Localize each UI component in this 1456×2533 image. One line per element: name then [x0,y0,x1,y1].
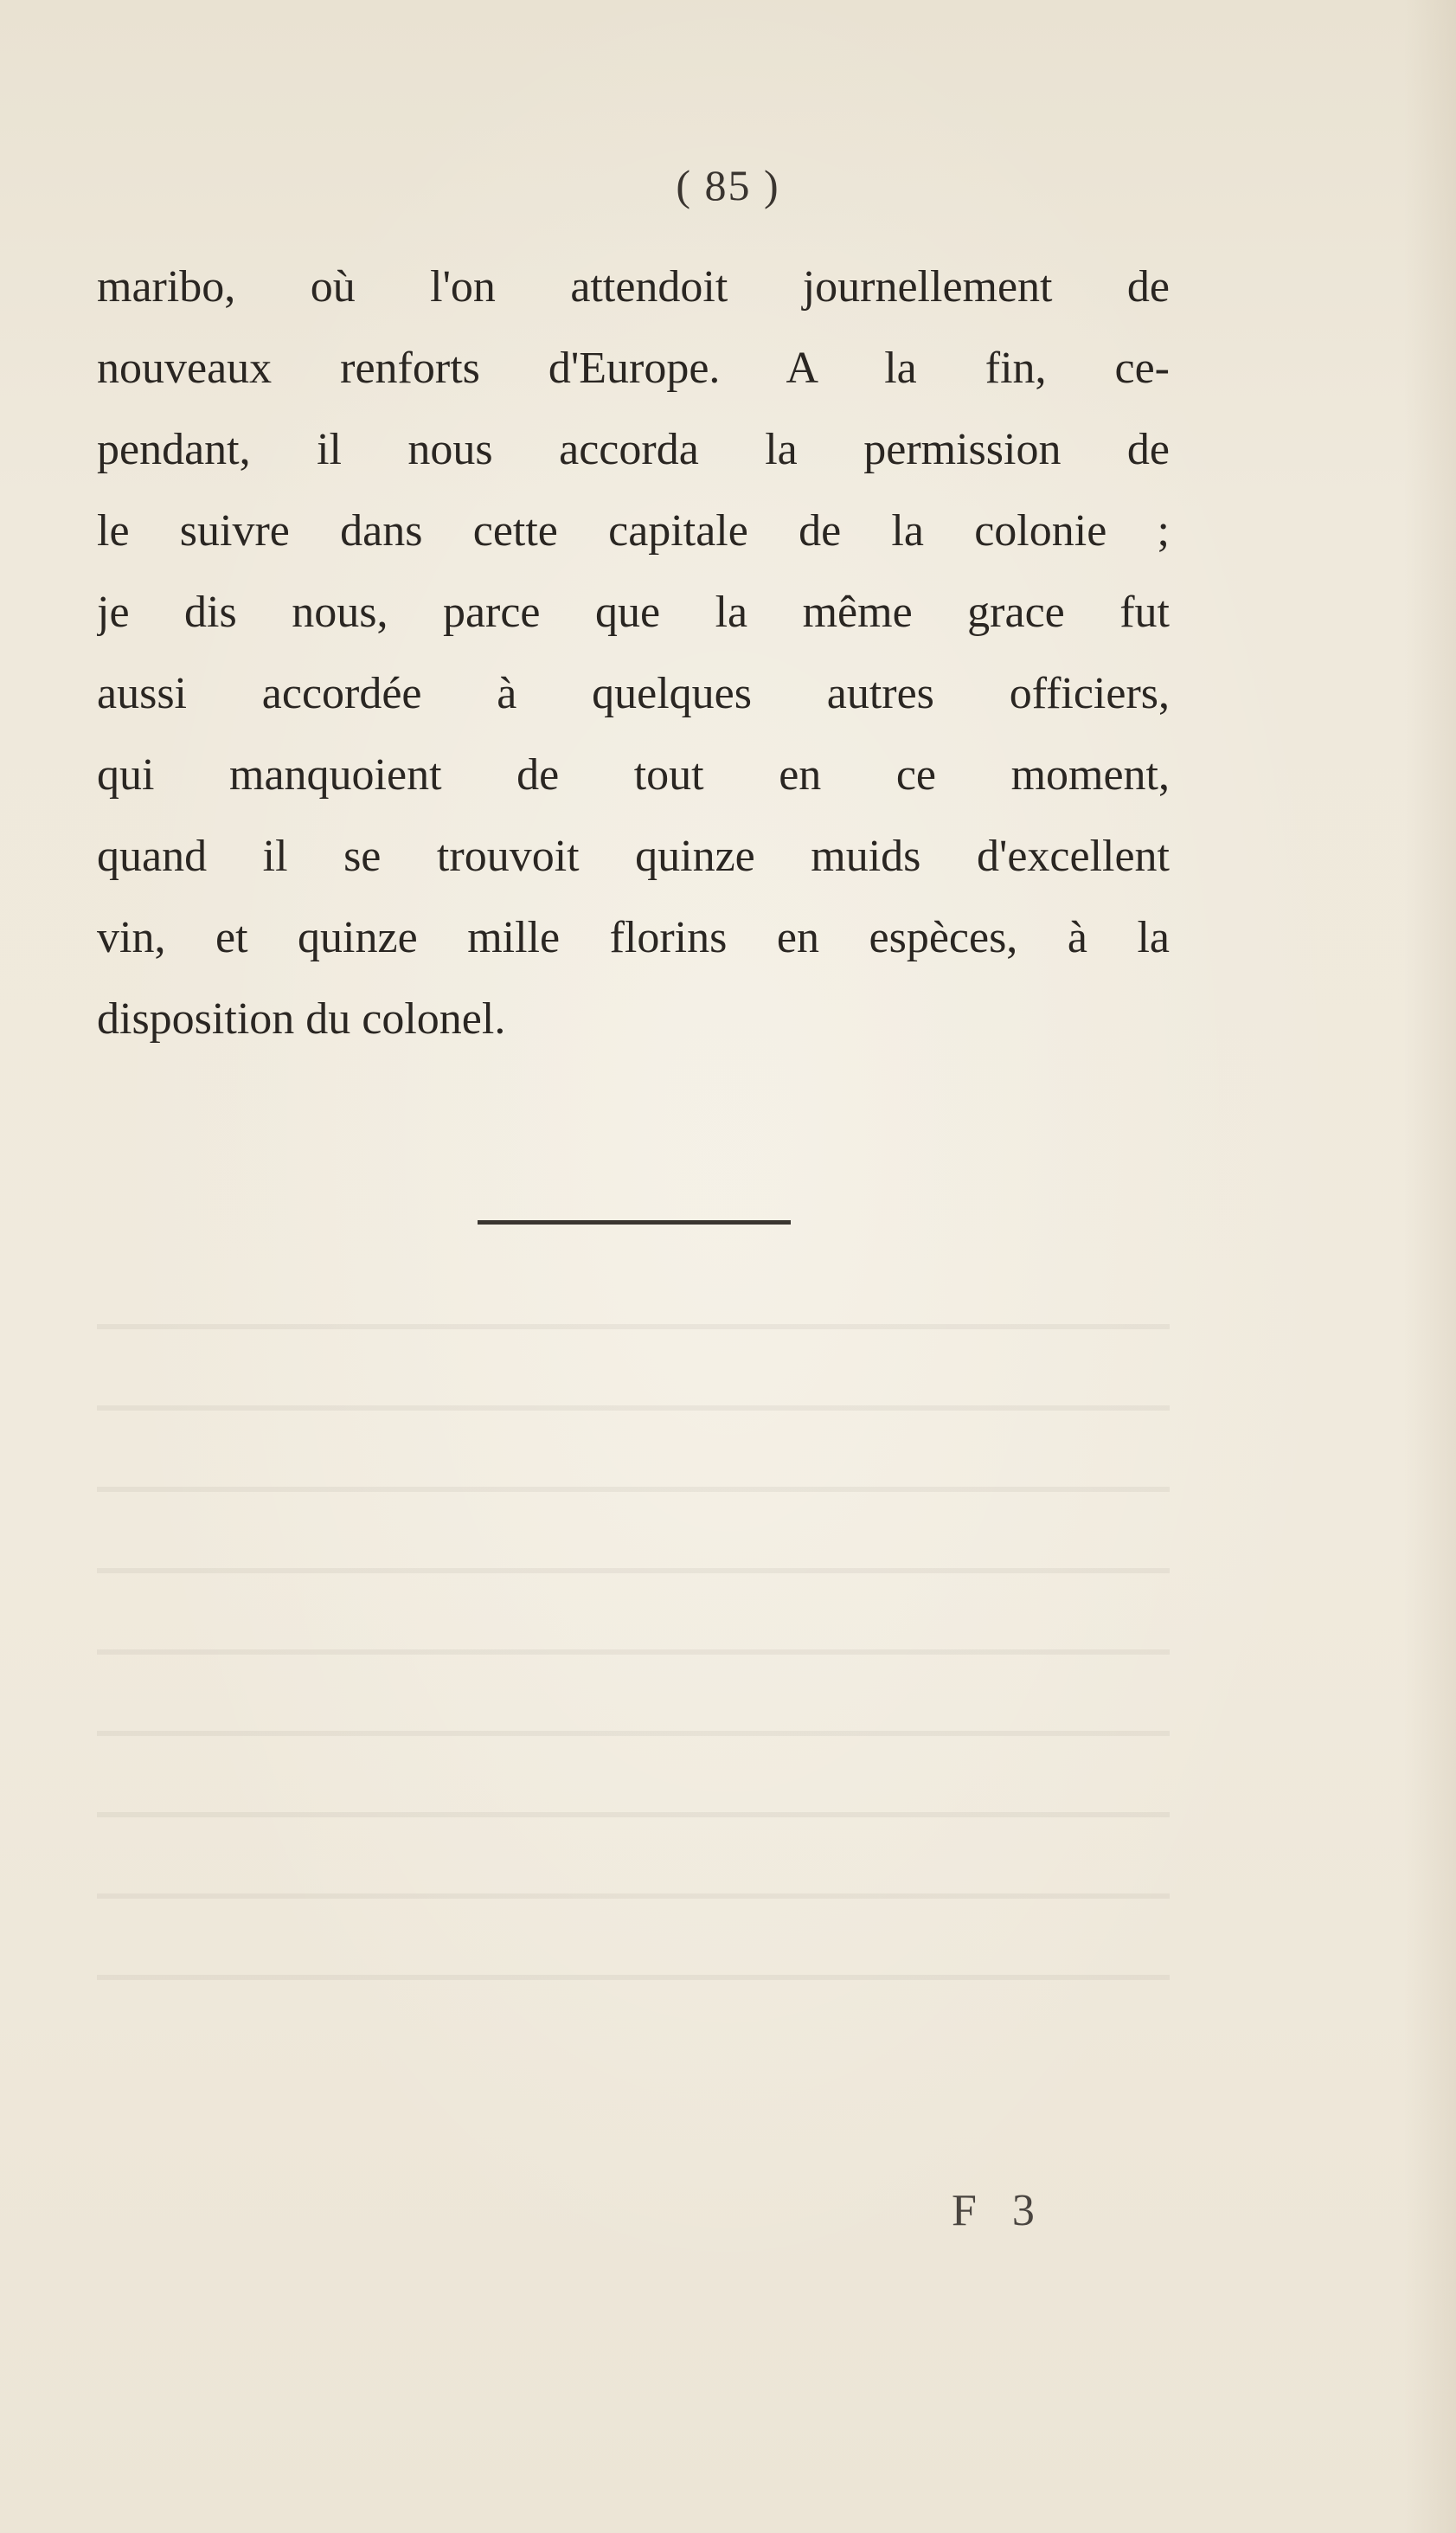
text-line: nouveaux renforts d'Europe. A la fin, ce- [97,344,1170,393]
text-line: je dis nous, parce que la même grace fut [97,588,1170,637]
page-edge-shadow [1404,0,1456,2533]
text-line: pendant, il nous accorda la permission de [97,425,1170,474]
page-number: ( 85 ) [676,161,780,209]
text-line: maribo, où l'on attendoit journellement de [97,262,1170,312]
body-text [97,247,1170,1060]
show-through-texture [97,1272,1170,2051]
text-line: quand il se trouvoit quinze muids d'excellent [97,832,1170,881]
signature-mark: F 3 [952,2186,1047,2235]
text-line: le suivre dans cette capitale de la colonie ; [97,506,1170,556]
section-divider-rule [478,1220,791,1225]
text-line: qui manquoient de tout en ce moment, [97,750,1170,800]
text-line: vin, et quinze mille florins en espèces, à la [97,913,1170,962]
text-line-last: disposition du colonel. [97,994,506,1044]
text-line: aussi accordée à quelques autres officiers, [97,669,1170,718]
